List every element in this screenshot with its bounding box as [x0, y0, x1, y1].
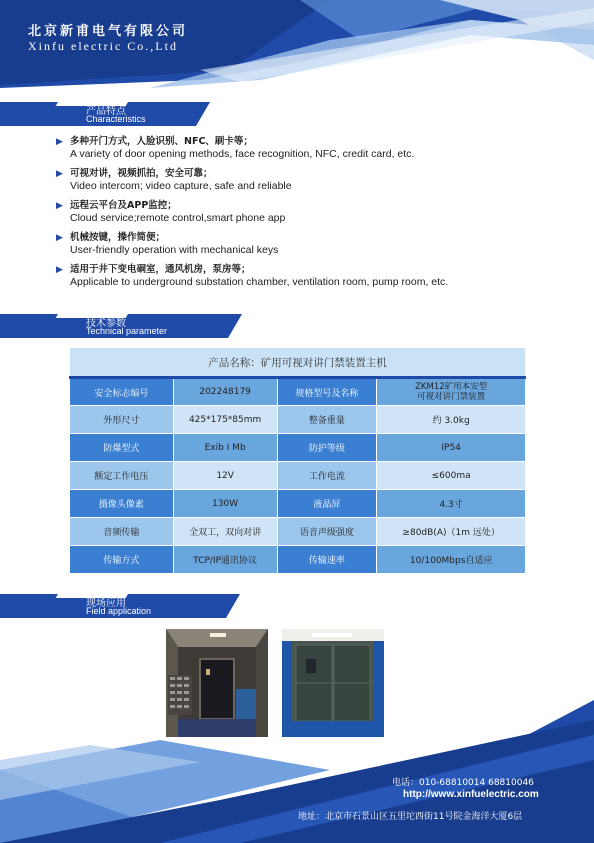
- spec-table: [69, 347, 526, 574]
- company-name-en: Xinfu electric Co.,Ltd: [28, 39, 178, 53]
- field-photo-1: [166, 629, 268, 737]
- spec-key: 安全标志编号: [70, 378, 174, 406]
- tunnel-door-photo: [166, 629, 268, 737]
- spec-value: Exib I Mb: [173, 434, 277, 462]
- spec-value: 10/100Mbps自适应: [377, 546, 526, 574]
- section-header-field: [0, 594, 240, 618]
- spec-value: 约 3.0kg: [377, 406, 526, 434]
- model-line-2: 可视对讲门禁装置: [417, 392, 486, 402]
- arrow-icon: ▶: [56, 201, 63, 211]
- company-name-cn: 北京新甫电气有限公司: [28, 24, 189, 39]
- feature-item: [56, 232, 576, 257]
- section-title-cn: 技术参数: [86, 318, 126, 329]
- table-row: [70, 406, 526, 434]
- section-header-characteristics: [0, 102, 210, 126]
- spec-key: 规格型号及名称: [277, 378, 377, 406]
- section-title-en: Technical parameter: [86, 326, 168, 336]
- section-title-cn: 产品特点: [86, 106, 126, 117]
- feature-cn: 多种开门方式，人脸识别、NFC、刷卡等；: [70, 136, 253, 147]
- contact-website-link[interactable]: http://www.xinfuelectric.com: [403, 789, 539, 800]
- arrow-icon: ▶: [56, 265, 63, 275]
- spec-value-model: [377, 378, 526, 406]
- arrow-icon: ▶: [56, 169, 63, 179]
- table-row: [70, 490, 526, 518]
- spec-value: 202248179: [173, 378, 277, 406]
- spec-key: 额定工作电压: [70, 462, 174, 490]
- model-line-1: ZKM12矿用本安型: [415, 382, 488, 392]
- features-list: [56, 136, 576, 296]
- table-row: [70, 378, 526, 406]
- spec-value: IP54: [377, 434, 526, 462]
- section-header-technical: [0, 314, 240, 338]
- contact-address: 地址：北京市石景山区五里坨西街11号院金海洋大厦6层: [298, 812, 523, 822]
- feature-en: Applicable to underground substation chamber, ventilation room, pump room, etc.: [70, 276, 449, 288]
- spec-value: 425*175*85mm: [173, 406, 277, 434]
- spec-key: 防爆型式: [70, 434, 174, 462]
- spec-key: 传输方式: [70, 546, 174, 574]
- spec-value: 全双工，双向对讲: [173, 518, 277, 546]
- feature-cn: 可视对讲，视频抓拍，安全可靠；: [70, 168, 213, 179]
- steel-door-photo: [282, 629, 384, 737]
- table-row: [70, 546, 526, 574]
- feature-en: User-friendly operation with mechanical keys: [70, 244, 279, 256]
- feature-item: [56, 168, 576, 193]
- spec-key: 传输速率: [277, 546, 377, 574]
- arrow-icon: ▶: [56, 233, 63, 243]
- spec-value: TCP/IP通讯协议: [173, 546, 277, 574]
- feature-en: A variety of door opening methods, face recognition, NFC, credit card, etc.: [70, 148, 415, 160]
- spec-table-title-row: [70, 348, 526, 378]
- feature-en: Video intercom; video capture, safe and reliable: [70, 180, 292, 192]
- spec-value: 4.3寸: [377, 490, 526, 518]
- contact-phone: 电话：010-68810014 68810046: [392, 778, 534, 788]
- spec-key: 液晶屏: [277, 490, 377, 518]
- section-title-en: Field application: [86, 606, 152, 616]
- field-photo-2: [282, 629, 384, 737]
- table-row: [70, 462, 526, 490]
- section-title-cn: 现场应用: [86, 598, 126, 609]
- feature-item: [56, 136, 576, 161]
- feature-item: [56, 264, 576, 289]
- spec-value: ≥80dB(A)（1m 远处）: [377, 518, 526, 546]
- arrow-icon: ▶: [56, 137, 63, 147]
- spec-table-title: 产品名称：矿用可视对讲门禁装置主机: [70, 348, 526, 378]
- spec-key: 摄像头像素: [70, 490, 174, 518]
- feature-cn: 适用于井下变电硐室，通风机房，泵房等；: [70, 264, 251, 275]
- spec-key: 防护等级: [277, 434, 377, 462]
- feature-en: Cloud service;remote control,smart phone app: [70, 212, 286, 224]
- table-row: [70, 518, 526, 546]
- spec-value: ≤600ma: [377, 462, 526, 490]
- table-row: [70, 434, 526, 462]
- feature-cn: 机械按键，操作简便；: [70, 232, 166, 243]
- section-title-en: Characteristics: [86, 114, 146, 124]
- spec-key: 音频传输: [70, 518, 174, 546]
- spec-value: 130W: [173, 490, 277, 518]
- spec-key: 整备重量: [277, 406, 377, 434]
- spec-key: 外形尺寸: [70, 406, 174, 434]
- spec-value: 12V: [173, 462, 277, 490]
- feature-item: [56, 200, 576, 225]
- feature-cn: 远程云平台及APP监控；: [70, 200, 177, 211]
- spec-key: 工作电流: [277, 462, 377, 490]
- spec-key: 语音声级强度: [277, 518, 377, 546]
